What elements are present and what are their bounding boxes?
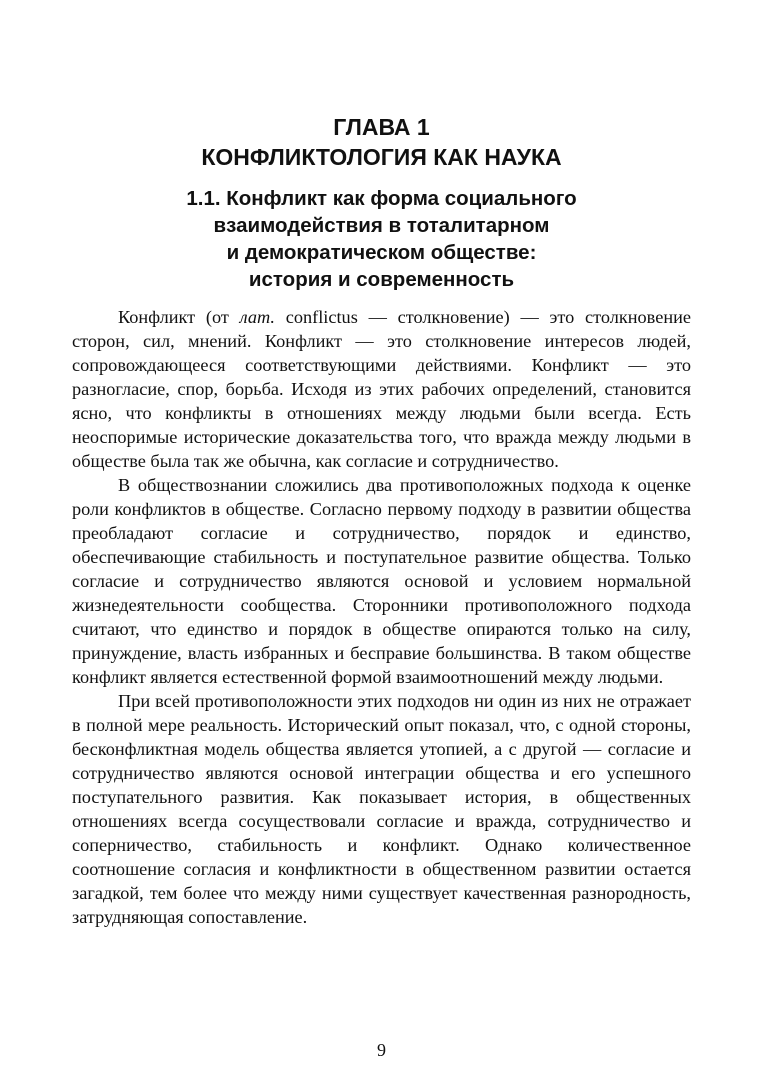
paragraph-2: В обществознании сложились два противоположных подхода к оценке роли конфликтов в обществе. Согласно первому подходу в развитии общества преобладают согласие и сотрудничество, порядок и единство, обеспечивающие стабильность и поступательное развитие общества. Только согласие и сотрудничество являются основой и условием нормальной жизнедеятельности сообщества. Сторонники противоположного подхода считают, что единство и порядок в обществе опираются только на силу, принуждение, власть избранных и бесправие большинства. В таком обществе конфликт является естественной формой взаимоотношений между людьми.: [72, 475, 691, 687]
section-title-line-2: взаимодействия в тоталитарном: [213, 214, 550, 237]
body-text: [72, 305, 691, 929]
section-title-line-1: 1.1. Конфликт как форма социального: [186, 187, 577, 210]
chapter-label: ГЛАВА 1: [333, 114, 430, 140]
chapter-heading: [0, 112, 763, 172]
paragraph-3: При всей противоположности этих подходов ни один из них не отражает в полной мере реальность. Исторический опыт показал, что, с одной стороны, бесконфликтная модель общества является утопией, а с другой — согласие и сотрудничество являются основой интеграции общества и его успешного поступательного развития. Как показывает история, в общественных отношениях всегда сосуществовали согласие и вражда, сотрудничество и соперничество, стабильность и конфликт. Однако количественное соотношение согласия и конфликтности в общественном развитии остается загадкой, тем более что между ними существует качественная разнородность, затрудняющая сопоставление.: [72, 691, 691, 927]
latin-abbreviation: лат.: [239, 307, 275, 327]
chapter-title: КОНФЛИКТОЛОГИЯ КАК НАУКА: [201, 144, 562, 170]
section-heading: [0, 185, 763, 293]
paragraph-1: [72, 305, 691, 473]
paragraph-1-rest: conflictus — столкновение) — это столкновение сторон, сил, мнений. Конфликт — это столкновение интересов людей, сопровождающееся соответствующими действиями. Конфликт — это разногласие, спор, борьба. Исходя из этих рабочих определений, становится ясно, что конфликты в отношениях между людьми были всегда. Есть неоспоримые исторические доказательства того, что вражда между людьми в обществе была так же обычна, как согласие и сотрудничество.: [72, 307, 691, 471]
section-title-line-4: история и современность: [248, 268, 515, 291]
page-number: 9: [377, 1040, 386, 1060]
section-title-line-3: и демократическом обществе:: [226, 241, 537, 264]
paragraph-1-start: Конфликт (от: [118, 307, 240, 327]
